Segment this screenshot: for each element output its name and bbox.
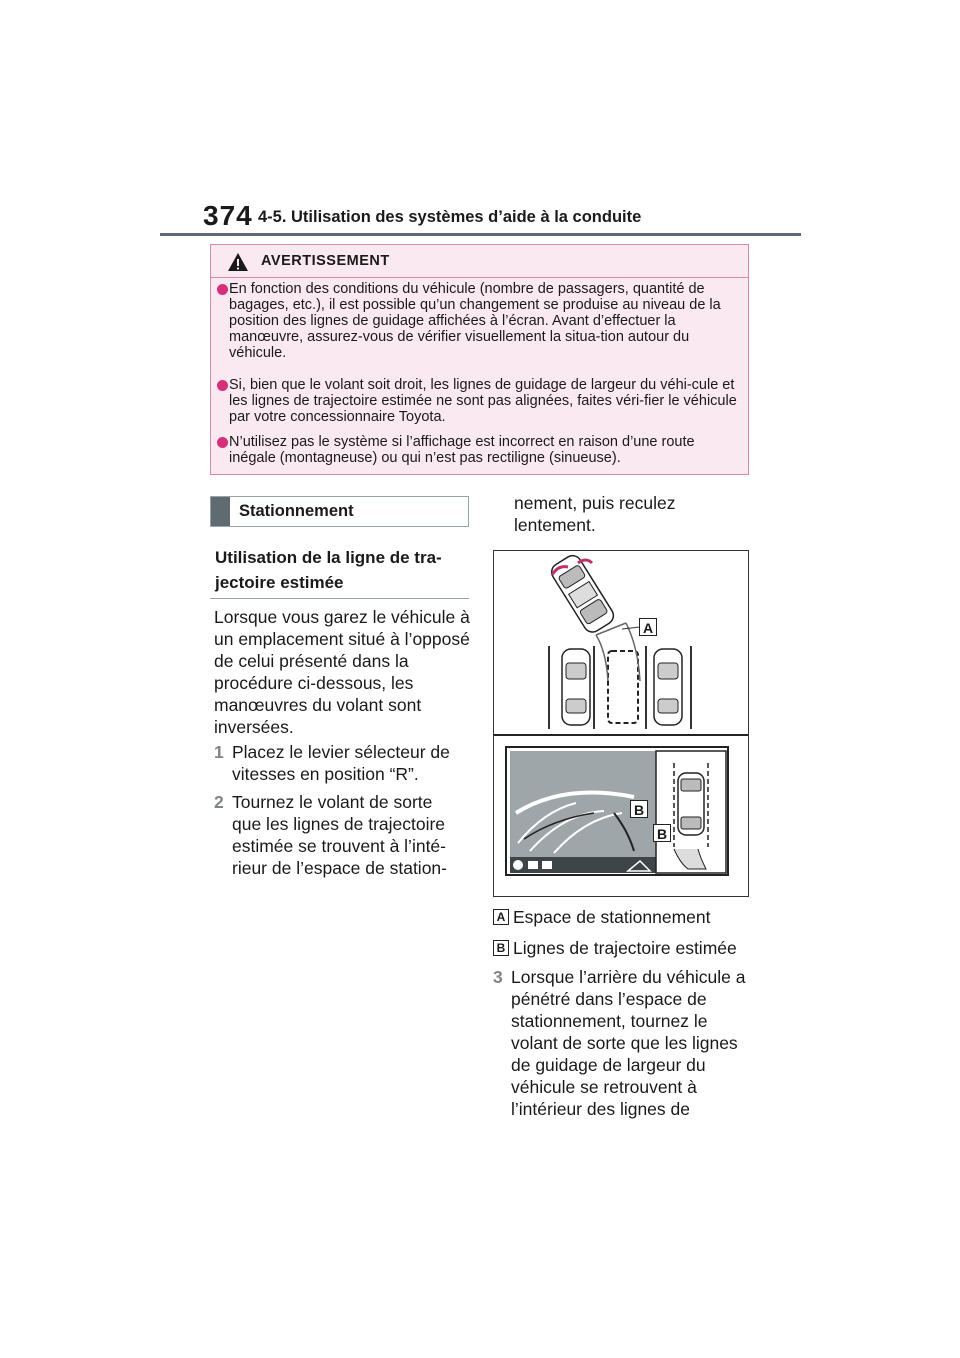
legend-item-a [493,906,753,930]
bullet-icon [217,284,228,295]
legend-item-b [493,937,753,961]
legend-text: Espace de stationnement [513,907,711,927]
warning-header [211,245,748,278]
step-number: 2 [214,792,224,812]
section-bar-label: Stationnement [239,502,354,520]
parking-illustration [494,551,748,896]
step-3 [493,966,755,1126]
warning-triangle-icon [227,252,249,272]
subheading-rule [210,598,469,599]
bullet-icon [217,380,228,391]
warning-title: AVERTISSEMENT [261,253,390,269]
callout-b: B [630,800,648,818]
subheading: Utilisation de la ligne de tra-jectoire estimée [215,548,442,592]
step-text: Tournez le volant de sorte que les lignes de trajectoire estimée se trouvent à l’inté-rieur de l’espace de station- [232,792,447,878]
step-2-continuation: nement, puis reculez lentement. [514,493,676,535]
warning-item-text: N’utilisez pas le système si l’affichage est incorrect en raison d’une route inégale (montagneuse) ou qui n’est pas rectiligne (sinueuse). [229,434,695,466]
section-bar [210,496,469,527]
warning-item-text: En fonction des conditions du véhicule (nombre de passagers, quantité de bagages, etc.), il est possible qu’un changement se produise au niveau de la position des lignes de guidage affichées à l’écran. Avant d’effectuer la manœuvre, assurez-vous de vérifier visuellement la situa-tion autour du véhicule. [229,281,721,361]
warning-box [210,244,749,475]
bullet-icon [217,437,228,448]
page-number: 374 [203,200,253,231]
step-1 [214,741,464,785]
section-bar-marker [211,497,230,526]
step-text: Lorsque l’arrière du véhicule a pénétré dans l’espace de stationnement, tournez le volant de sorte que les lignes de guidage de largeur du véhicule se retrouvent à l’intérieur des lignes de [511,967,746,1119]
warning-item-text: Si, bien que le volant soit droit, les lignes de guidage de largeur du véhi-cule et les lignes de trajectoire estimée ne sont pas alignées, faites véri-fier le véhicule par votre concessionnaire Toyota. [229,377,737,425]
step-2 [214,791,464,881]
parking-figure [493,550,749,897]
legend-text: Lignes de trajectoire estimée [513,938,737,958]
callout-a: A [639,618,657,636]
step-text: Placez le levier sélecteur de vitesses en position “R”. [232,742,450,784]
section-title: 4-5. Utilisation des systèmes d’aide à la conduite [258,208,642,226]
step-number: 3 [493,967,503,987]
intro-paragraph: Lorsque vous garez le véhicule à un emplacement situé à l’opposé de celui présenté dans la procédure ci-dessous, les manœuvres du volant sont inversées. [214,607,470,737]
header-rule [160,233,801,236]
callout-b: B [653,824,671,842]
legend-key: B [493,940,509,956]
legend-key: A [493,909,509,925]
step-number: 1 [214,742,224,762]
